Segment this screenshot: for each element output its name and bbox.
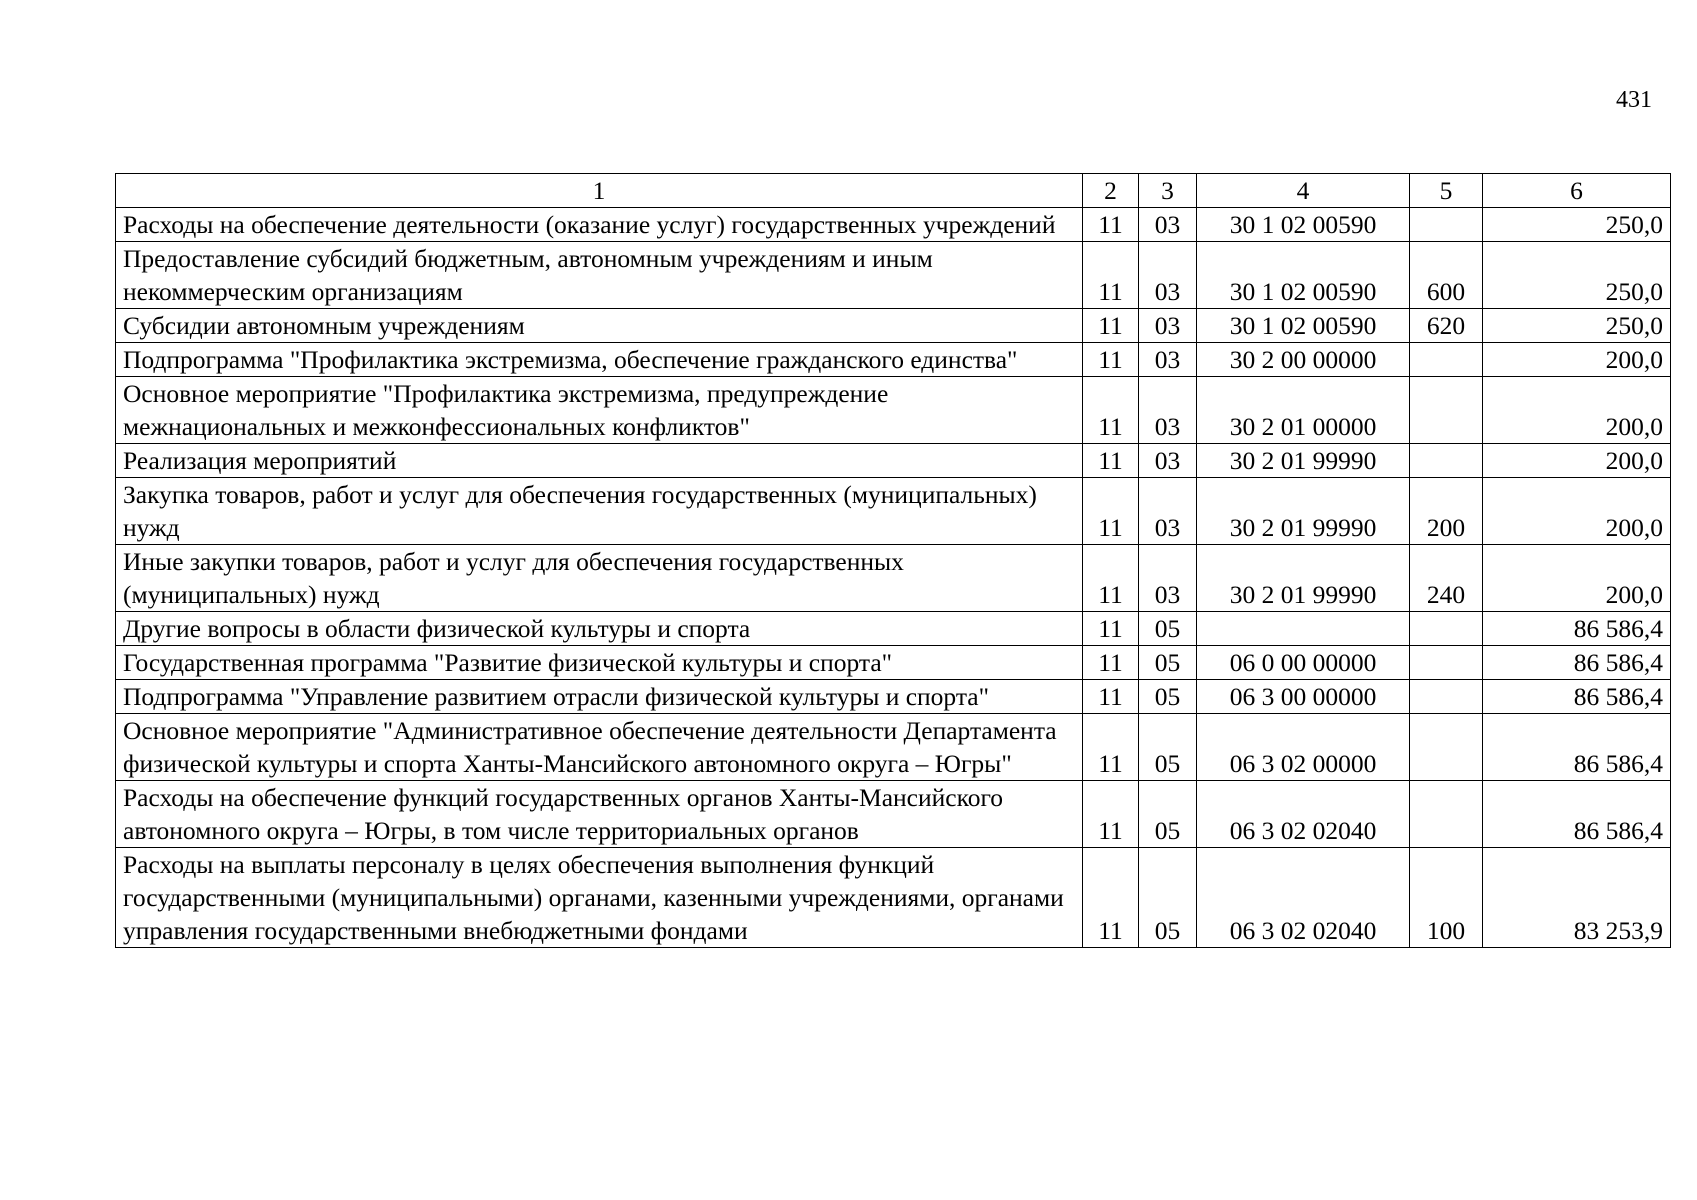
amount-cell: 250,0	[1483, 309, 1671, 343]
section-code-cell: 11	[1083, 343, 1139, 377]
target-article-cell: 06 3 02 02040	[1197, 781, 1410, 848]
section-code-cell: 11	[1083, 714, 1139, 781]
row-name-cell: Расходы на выплаты персоналу в целях обеспечения выполнения функций государственными (муниципальными) органами, казенными учреждениями, органами управления государственными внебюджетными фондами	[116, 848, 1083, 948]
section-code-cell: 11	[1083, 444, 1139, 478]
amount-cell: 86 586,4	[1483, 781, 1671, 848]
target-article-cell: 06 3 02 02040	[1197, 848, 1410, 948]
subsection-code-cell: 05	[1139, 612, 1197, 646]
target-article-cell	[1197, 612, 1410, 646]
target-article-cell: 30 2 01 99990	[1197, 444, 1410, 478]
expense-type-cell	[1410, 343, 1483, 377]
amount-cell: 86 586,4	[1483, 646, 1671, 680]
section-code-cell: 11	[1083, 848, 1139, 948]
target-article-cell: 30 2 01 99990	[1197, 478, 1410, 545]
target-article-cell: 06 0 00 00000	[1197, 646, 1410, 680]
row-name-cell: Иные закупки товаров, работ и услуг для обеспечения государственных (муниципальных) нужд	[116, 545, 1083, 612]
table-row	[116, 781, 1671, 848]
table-row	[116, 309, 1671, 343]
section-code-cell: 11	[1083, 478, 1139, 545]
amount-cell: 200,0	[1483, 444, 1671, 478]
amount-cell: 200,0	[1483, 377, 1671, 444]
target-article-cell: 06 3 02 00000	[1197, 714, 1410, 781]
table-row	[116, 478, 1671, 545]
expense-type-cell	[1410, 444, 1483, 478]
expense-type-cell	[1410, 714, 1483, 781]
section-code-cell: 11	[1083, 781, 1139, 848]
table-row	[116, 714, 1671, 781]
table-row	[116, 208, 1671, 242]
subsection-code-cell: 03	[1139, 208, 1197, 242]
expense-type-cell: 600	[1410, 242, 1483, 309]
row-name-cell: Субсидии автономным учреждениям	[116, 309, 1083, 343]
section-code-cell: 11	[1083, 646, 1139, 680]
expense-type-cell	[1410, 208, 1483, 242]
section-code-cell: 11	[1083, 612, 1139, 646]
subsection-code-cell: 05	[1139, 848, 1197, 948]
section-code-cell: 11	[1083, 545, 1139, 612]
amount-cell: 250,0	[1483, 242, 1671, 309]
row-name-cell: Подпрограмма "Профилактика экстремизма, обеспечение гражданского единства"	[116, 343, 1083, 377]
amount-cell: 200,0	[1483, 478, 1671, 545]
table-row	[116, 848, 1671, 948]
subsection-code-cell: 03	[1139, 242, 1197, 309]
section-code-cell: 11	[1083, 208, 1139, 242]
page-number: 431	[1616, 87, 1652, 113]
subsection-code-cell: 03	[1139, 343, 1197, 377]
amount-cell: 200,0	[1483, 343, 1671, 377]
row-name-cell: Другие вопросы в области физической культуры и спорта	[116, 612, 1083, 646]
table-row	[116, 377, 1671, 444]
header-cell: 4	[1197, 174, 1410, 208]
target-article-cell: 30 1 02 00590	[1197, 208, 1410, 242]
amount-cell: 86 586,4	[1483, 680, 1671, 714]
amount-cell: 86 586,4	[1483, 714, 1671, 781]
table-row	[116, 545, 1671, 612]
subsection-code-cell: 05	[1139, 781, 1197, 848]
subsection-code-cell: 03	[1139, 377, 1197, 444]
table-row	[116, 646, 1671, 680]
amount-cell: 86 586,4	[1483, 612, 1671, 646]
section-code-cell: 11	[1083, 242, 1139, 309]
target-article-cell: 30 2 01 99990	[1197, 545, 1410, 612]
row-name-cell: Основное мероприятие "Административное обеспечение деятельности Департамента физической культуры и спорта Ханты-Мансийского автономного округа – Югры"	[116, 714, 1083, 781]
expense-type-cell: 240	[1410, 545, 1483, 612]
subsection-code-cell: 03	[1139, 309, 1197, 343]
subsection-code-cell: 05	[1139, 680, 1197, 714]
table-row	[116, 343, 1671, 377]
header-cell: 6	[1483, 174, 1671, 208]
row-name-cell: Подпрограмма "Управление развитием отрасли физической культуры и спорта"	[116, 680, 1083, 714]
row-name-cell: Закупка товаров, работ и услуг для обеспечения государственных (муниципальных) нужд	[116, 478, 1083, 545]
table-row	[116, 242, 1671, 309]
header-cell: 2	[1083, 174, 1139, 208]
subsection-code-cell: 03	[1139, 545, 1197, 612]
amount-cell: 250,0	[1483, 208, 1671, 242]
section-code-cell: 11	[1083, 377, 1139, 444]
row-name-cell: Расходы на обеспечение деятельности (оказание услуг) государственных учреждений	[116, 208, 1083, 242]
expense-type-cell	[1410, 646, 1483, 680]
target-article-cell: 06 3 00 00000	[1197, 680, 1410, 714]
row-name-cell: Предоставление субсидий бюджетным, автономным учреждениям и иным некоммерческим организациям	[116, 242, 1083, 309]
header-cell: 3	[1139, 174, 1197, 208]
table-row	[116, 680, 1671, 714]
table-body	[116, 174, 1671, 948]
row-name-cell: Реализация мероприятий	[116, 444, 1083, 478]
target-article-cell: 30 2 01 00000	[1197, 377, 1410, 444]
amount-cell: 200,0	[1483, 545, 1671, 612]
expense-type-cell: 100	[1410, 848, 1483, 948]
header-cell: 1	[116, 174, 1083, 208]
budget-table	[115, 173, 1671, 948]
subsection-code-cell: 05	[1139, 646, 1197, 680]
target-article-cell: 30 2 00 00000	[1197, 343, 1410, 377]
row-name-cell: Расходы на обеспечение функций государственных органов Ханты-Мансийского автономного округа – Югры, в том числе территориальных органов	[116, 781, 1083, 848]
subsection-code-cell: 03	[1139, 444, 1197, 478]
row-name-cell: Основное мероприятие "Профилактика экстремизма, предупреждение межнациональных и межконфессиональных конфликтов"	[116, 377, 1083, 444]
target-article-cell: 30 1 02 00590	[1197, 309, 1410, 343]
amount-cell: 83 253,9	[1483, 848, 1671, 948]
expense-type-cell	[1410, 612, 1483, 646]
section-code-cell: 11	[1083, 309, 1139, 343]
expense-type-cell	[1410, 680, 1483, 714]
expense-type-cell: 620	[1410, 309, 1483, 343]
expense-type-cell	[1410, 781, 1483, 848]
row-name-cell: Государственная программа "Развитие физической культуры и спорта"	[116, 646, 1083, 680]
expense-type-cell	[1410, 377, 1483, 444]
table-header-row	[116, 174, 1671, 208]
header-cell: 5	[1410, 174, 1483, 208]
table-row	[116, 612, 1671, 646]
target-article-cell: 30 1 02 00590	[1197, 242, 1410, 309]
table-row	[116, 444, 1671, 478]
subsection-code-cell: 05	[1139, 714, 1197, 781]
subsection-code-cell: 03	[1139, 478, 1197, 545]
expense-type-cell: 200	[1410, 478, 1483, 545]
section-code-cell: 11	[1083, 680, 1139, 714]
